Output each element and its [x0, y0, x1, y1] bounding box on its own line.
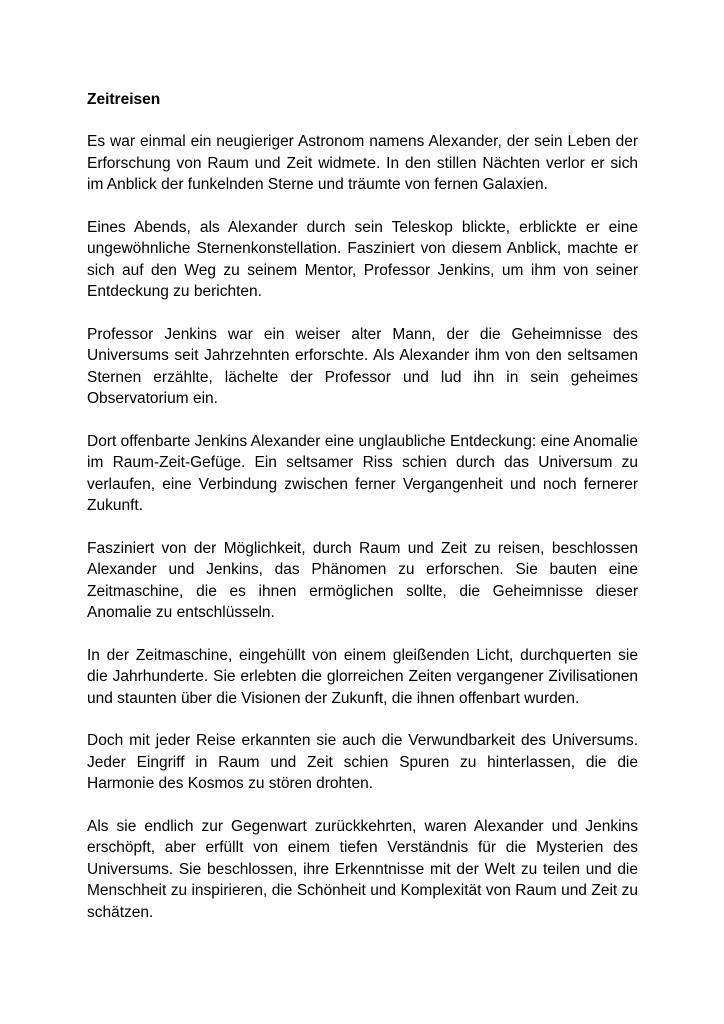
paragraph-8: Als sie endlich zur Gegenwart zurückkehrten, waren Alexander und Jenkins erschöpft, aber erfüllt von einem tiefen Verständnis für die Mysterien des Universums. Sie beschlossen, ihre Erkenntnisse mit der Welt zu teilen und die Menschheit zu inspirieren, die Schönheit und Komplexität von Raum und Zeit zu schätzen. — [87, 817, 638, 921]
paragraph-7: Doch mit jeder Reise erkannten sie auch die Verwundbarkeit des Universums. Jeder Eingriff in Raum und Zeit schien Spuren zu hinterlassen, die die Harmonie des Kosmos zu stören drohten. — [87, 732, 638, 792]
paragraph-1: Es war einmal ein neugieriger Astronom namens Alexander, der sein Leben der Erforschung von Raum und Zeit widmete. In den stillen Nächten verlor er sich im Anblick der funkelnden Sterne und träumte von fernen Galaxien. — [87, 133, 638, 193]
paragraph-5: Fasziniert von der Möglichkeit, durch Raum und Zeit zu reisen, beschlossen Alexander und Jenkins, das Phänomen zu erforschen. Sie bauten eine Zeitmaschine, die es ihnen ermöglichen sollte, die Geheimnisse dieser Anomalie zu entschlüsseln. — [87, 539, 638, 621]
paragraph-3: Professor Jenkins war ein weiser alter Mann, der die Geheimnisse des Universums seit Jahrzehnten erforschte. Als Alexander ihm von den seltsamen Sternen erzählte, lächelte der Professor und lud ihn in sein geheimes Observatorium ein. — [87, 325, 638, 407]
document-page — [87, 90, 638, 944]
paragraph-2: Eines Abends, als Alexander durch sein Teleskop blickte, erblickte er eine ungewöhnliche Sternenkonstellation. Fasziniert von diesem Anblick, machte er sich auf den Weg zu seinem Mentor, Professor Jenkins, um ihm von seiner Entdeckung zu berichten. — [87, 218, 638, 300]
paragraph-4: Dort offenbarte Jenkins Alexander eine unglaubliche Entdeckung: eine Anomalie im Raum-Zeit-Gefüge. Ein seltsamer Riss schien durch das Universum zu verlaufen, eine Verbindung zwischen ferner Vergangenheit und noch fernerer Zukunft. — [87, 432, 638, 514]
document-title: Zeitreisen — [87, 91, 161, 108]
paragraph-6: In der Zeitmaschine, eingehüllt von einem gleißenden Licht, durchquerten sie die Jahrhunderte. Sie erlebten die glorreichen Zeiten vergangener Zivilisationen und staunten über die Visionen der Zukunft, die ihnen offenbart wurden. — [87, 646, 638, 707]
